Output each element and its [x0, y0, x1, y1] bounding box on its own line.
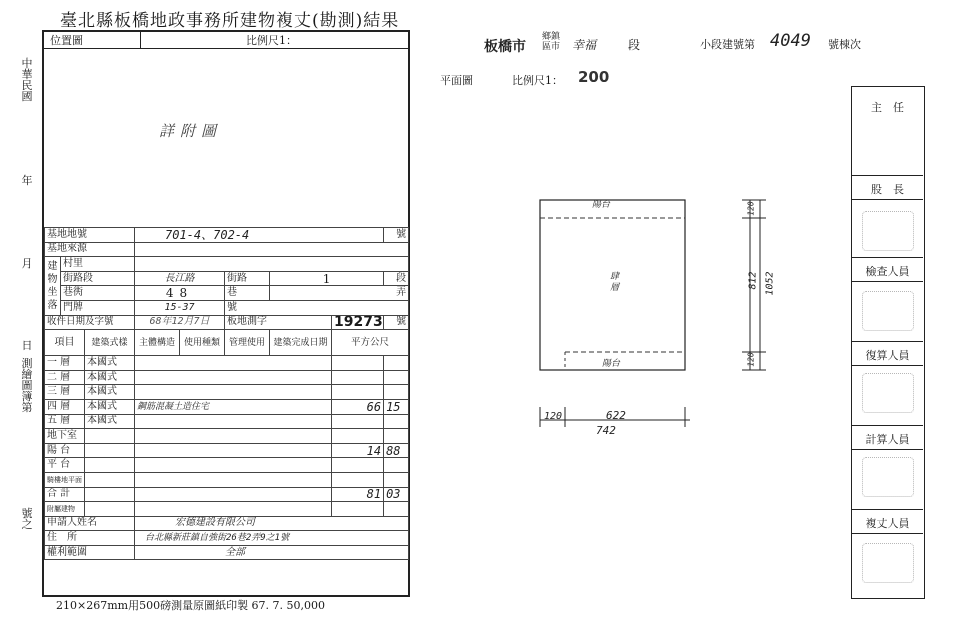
floor-label: 平 台 [45, 458, 85, 473]
sig-recalculator: 復算人員 [865, 349, 910, 362]
floor-style [85, 472, 135, 487]
door-number-suffix: 號 [225, 300, 409, 315]
area-int: 81 [332, 487, 384, 502]
area-int: 66 [332, 399, 384, 414]
area-dec: 03 [384, 487, 409, 502]
receipt-label: 收件日期及字號 [45, 315, 135, 330]
floor-style [85, 443, 135, 458]
land-number-row [45, 228, 409, 243]
area-dec [384, 370, 409, 385]
sig-divider [852, 199, 923, 200]
sig-director: 主 任 [871, 101, 904, 114]
area-int: 14 [332, 443, 384, 458]
sig-divider [852, 175, 923, 176]
area-dec: 15 [384, 399, 409, 414]
sig-inspector: 檢查人員 [865, 265, 910, 278]
sig-divider [852, 449, 923, 450]
floor-style: 本國式 [85, 385, 135, 400]
location-map-note: 詳附圖 [159, 122, 223, 140]
sig-divider [852, 281, 923, 282]
village-label: 村里 [61, 257, 135, 272]
floor-structure [135, 429, 332, 444]
number-label: 號之 [21, 507, 33, 531]
floor-style [85, 502, 135, 517]
col-style: 建築式樣 [85, 330, 135, 356]
table-row [45, 370, 409, 385]
signature-column [851, 86, 925, 599]
applicant-label: 申請人姓名 [45, 516, 135, 531]
location-map-label: 位置圖 [44, 32, 141, 48]
plan-label: 平面圖 [440, 74, 473, 87]
seal-stamp [862, 211, 914, 251]
area-int [332, 502, 384, 517]
floor-label: 一 層 [45, 356, 85, 371]
area-dec [384, 472, 409, 487]
city-name: 板橋市 [484, 39, 526, 55]
sig-divider [852, 425, 923, 426]
floor-label: 五 層 [45, 414, 85, 429]
street-label: 街路段 [61, 271, 135, 286]
area-dec [384, 385, 409, 400]
receipt-date: 68年12月7日 [135, 315, 225, 330]
floor-label: 附屬建物 [45, 502, 85, 517]
location-map-scale: 比例尺1： [246, 34, 297, 47]
door-number-label: 門牌 [61, 300, 135, 315]
floor-label: 三 層 [45, 385, 85, 400]
table-row [45, 472, 409, 487]
floor-style: 本國式 [85, 414, 135, 429]
floor-structure [135, 502, 332, 517]
form-title: 臺北縣板橋地政事務所建物複丈(勘測)結果 [60, 11, 400, 31]
area-int [332, 414, 384, 429]
sig-surveyor: 複丈人員 [865, 517, 910, 530]
dim-v-1052: 1052 [764, 271, 776, 296]
table-row [45, 502, 409, 517]
floor-structure [135, 472, 332, 487]
table-row [45, 429, 409, 444]
section-name: 幸福 [572, 38, 597, 52]
sig-divider [852, 257, 923, 258]
floor-style: 本國式 [85, 399, 135, 414]
col-structure: 主體構造 [135, 330, 180, 356]
footer-note: 210×267mm用500磅測量原圖紙印製 67. 7. 50,000 [56, 599, 326, 612]
table-row [45, 443, 409, 458]
seal-stamp [862, 543, 914, 583]
applicant-row [45, 516, 409, 531]
roc-label: 中華民國 [21, 57, 33, 103]
land-number-suffix: 號 [384, 228, 409, 243]
floor-structure [135, 370, 332, 385]
area-dec [384, 458, 409, 473]
dim-v-120-bottom: 120 [746, 352, 756, 367]
land-source-value [135, 242, 409, 257]
sig-divider [852, 509, 923, 510]
location-map-header [44, 32, 408, 49]
floor-label: 四 層 [45, 399, 85, 414]
floor-label: 合 計 [45, 487, 85, 502]
applicant-value: 宏德建設有限公司 [135, 516, 409, 531]
floor-label: 二 層 [45, 370, 85, 385]
dim-v-812: 812 [747, 271, 759, 290]
district-type-bottom: 區市 [542, 42, 561, 52]
sig-calculator: 計算人員 [865, 433, 910, 446]
address-group-label: 建物坐落 [45, 257, 61, 315]
land-number-label: 基地地號 [45, 228, 135, 243]
district-type-top: 鄉鎮 [542, 32, 561, 42]
col-area: 平方公尺 [332, 330, 409, 356]
dim-h-742: 742 [596, 424, 616, 437]
area-int [332, 458, 384, 473]
floor-structure [135, 458, 332, 473]
rights-value: 全部 [135, 545, 409, 560]
plan-scale-value: 200 [578, 68, 610, 86]
sig-divider [852, 533, 923, 534]
area-int [332, 472, 384, 487]
lane-mid: 巷 [225, 286, 270, 301]
receipt-suffix: 號 [384, 315, 409, 330]
dim-h-120: 120 [544, 411, 563, 422]
month-label: 月 [21, 257, 33, 270]
floor-style: 本國式 [85, 370, 135, 385]
residence-row [45, 531, 409, 546]
col-usage: 使用種類 [180, 330, 225, 356]
table-row [45, 385, 409, 400]
floor-structure [135, 414, 332, 429]
area-dec: 88 [384, 443, 409, 458]
street-row [45, 271, 409, 286]
land-number-value: 701-4、702-4 [135, 228, 384, 243]
sig-section-chief: 股 長 [871, 183, 904, 196]
land-source-row [45, 242, 409, 257]
location-map-box [44, 32, 408, 228]
seal-stamp [862, 457, 914, 497]
floor-label: 騎樓地平面 [45, 472, 85, 487]
floor-label: 地下室 [45, 429, 85, 444]
result-form [42, 30, 410, 597]
area-dec [384, 414, 409, 429]
small-section-label: 小段建號第 [700, 38, 755, 51]
room-middle-label: 肆層 [610, 272, 620, 293]
room-bottom-label: 陽台 [602, 359, 621, 369]
floor-plan-drawing [520, 185, 790, 445]
floor-structure [135, 443, 332, 458]
village-row [45, 257, 409, 272]
rights-label: 權利範圍 [45, 545, 135, 560]
table-row [45, 356, 409, 371]
floor-structure [135, 385, 332, 400]
area-int [332, 385, 384, 400]
plan-scale-label: 比例尺1： [512, 74, 563, 87]
lane-label: 巷衖 [61, 286, 135, 301]
rights-row [45, 545, 409, 560]
receipt-row [45, 315, 409, 330]
district-type [542, 32, 560, 52]
table-row [45, 399, 409, 414]
receipt-number: 19273 [332, 315, 384, 330]
lane-row [45, 286, 409, 301]
column-header-row [45, 330, 409, 356]
lane-value: 48 [135, 286, 225, 301]
building-data-table [44, 227, 409, 560]
door-number-value: 15-37 [135, 300, 225, 315]
dim-v-120-top: 120 [746, 201, 756, 216]
residence-label: 住 所 [45, 531, 135, 546]
table-row [45, 458, 409, 473]
floor-label: 陽 台 [45, 443, 85, 458]
land-source-label: 基地來源 [45, 242, 135, 257]
lane-suffix: 弄 [270, 286, 409, 301]
area-dec [384, 356, 409, 371]
day-label: 日 [21, 339, 33, 352]
street-suffix: 段 [384, 271, 409, 286]
area-dec [384, 502, 409, 517]
seal-stamp [862, 291, 914, 331]
sig-divider [852, 341, 923, 342]
area-int [332, 356, 384, 371]
receipt-word: 板地測字 [225, 315, 332, 330]
table-row [45, 414, 409, 429]
door-number-row [45, 300, 409, 315]
number-suffix: 號棟次 [828, 38, 861, 51]
floor-style [85, 458, 135, 473]
col-management: 管理使用 [225, 330, 270, 356]
col-completion: 建築完成日期 [270, 330, 332, 356]
survey-book-label: 測繪圖簿第 [21, 357, 33, 414]
area-int [332, 429, 384, 444]
area-int [332, 370, 384, 385]
floor-structure: 鋼筋混凝土造住宅 [135, 399, 332, 414]
sig-divider [852, 365, 923, 366]
building-number: 4049 [770, 31, 811, 51]
area-dec [384, 429, 409, 444]
floor-structure [135, 356, 332, 371]
residence-value: 台北縣新莊鎮自強街26巷2弄9之1號 [135, 531, 409, 546]
street-value: 長江路 [135, 271, 225, 286]
street-section-value: 1 [270, 271, 384, 286]
room-top-label: 陽台 [592, 200, 611, 210]
street-mid: 街路 [225, 271, 270, 286]
year-label: 年 [21, 174, 33, 187]
floor-structure [135, 487, 332, 502]
table-row [45, 487, 409, 502]
dim-h-622: 622 [606, 409, 626, 422]
section-suffix: 段 [628, 38, 641, 52]
col-item: 項目 [45, 330, 85, 356]
floor-style [85, 429, 135, 444]
floor-style: 本國式 [85, 356, 135, 371]
seal-stamp [862, 373, 914, 413]
floor-style [85, 487, 135, 502]
village-value [135, 257, 409, 272]
